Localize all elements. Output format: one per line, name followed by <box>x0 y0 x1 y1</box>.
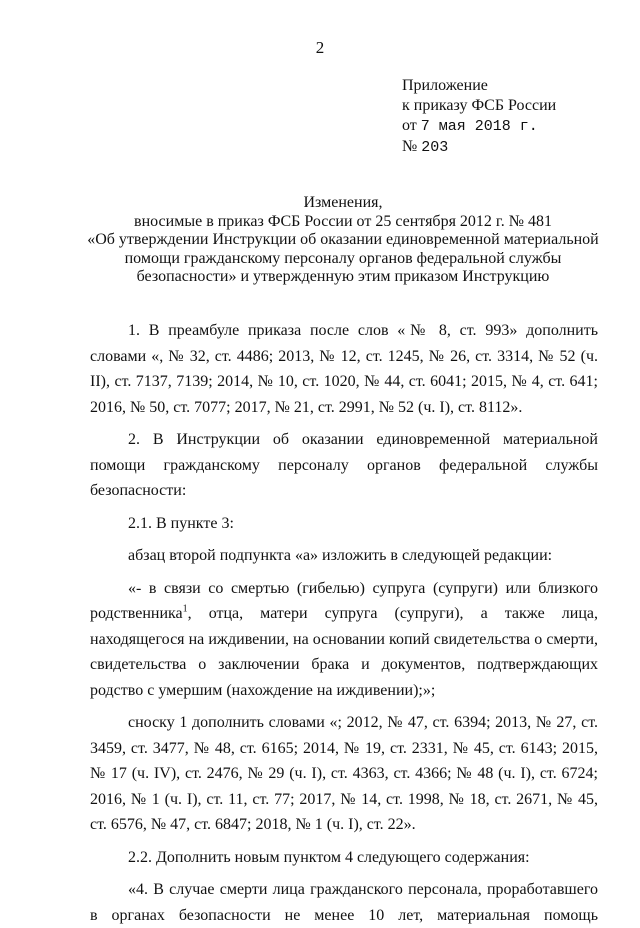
appendix-number-prefix: № <box>402 138 418 155</box>
paragraph-2: 2. В Инструкции об оказании единовременной материальной помощи гражданскому персоналу органов федеральной службы безопасности: <box>90 431 598 499</box>
document-title <box>0 194 640 287</box>
title-line: Изменения, <box>303 194 383 211</box>
title-line: помощи гражданскому персоналу органов федеральной службы <box>124 249 562 267</box>
paragraph-5-text-a: «- в связи со смертью (гибелью) супруга (супруги) или близкого родственника <box>90 579 598 622</box>
paragraph-8: «4. В случае смерти лица гражданского персонала, проработавшего в органах безопасности не менее 10 лет, материальная помощь <box>90 881 598 924</box>
appendix-number: 203 <box>421 139 449 156</box>
appendix-number-line <box>402 137 556 158</box>
title-line: вносимые в приказ ФСБ России от 25 сентября 2012 г. № 481 <box>134 212 552 230</box>
appendix-date-line <box>402 116 556 137</box>
paragraph-6: сноску 1 дополнить словами «; 2012, № 47, ст. 6394; 2013, № 27, ст. 3459, ст. 3477, № 48, ст. 6165; 2014, № 19, ст. 2331, № 45, ст. 6143; 2015, № 17 (ч. IV), ст. 2476, № 29 (ч. I), ст. 4363, ст. 4366; № 48 (ч. I), ст. 6724; 2016, № 1 (ч. I), ст. 11, ст. 77; 2017, № 14, ст. 1998, № 18, ст. 2671, № 45, ст. 6576, № 47, ст. 6847; 2018, № 1 (ч. I), ст. 22». <box>90 714 598 833</box>
appendix-date: 7 мая 2018 г. <box>420 118 538 135</box>
document-body <box>90 318 598 928</box>
paragraph-7: 2.2. Дополнить новым пунктом 4 следующего содержания: <box>128 848 530 866</box>
appendix-header <box>402 76 556 158</box>
page-number: 2 <box>315 38 325 57</box>
paragraph-3: 2.1. В пункте 3: <box>128 514 234 532</box>
paragraph-5-text-b: , отца, матери супруга (супруги), а также лица, находящегося на иждивении, на основании копий свидетельства о смерти, свидетельства о заключении брака и документов, подтверждающих родство с умершим (нахождение на иждивении);»; <box>90 605 598 699</box>
title-line: безопасности» и утвержденную этим приказом Инструкцию <box>136 268 550 285</box>
footnote-marker: 1 <box>182 603 188 615</box>
appendix-order-ref: к приказу ФСБ России <box>402 97 557 114</box>
paragraph-5 <box>90 576 598 704</box>
title-line: «Об утверждении Инструкции об оказании единовременной материальной <box>87 231 599 248</box>
paragraph-4: абзац второй подпункта «а» изложить в следующей редакции: <box>128 547 553 564</box>
appendix-label: Приложение <box>402 77 488 94</box>
appendix-date-prefix: от <box>402 117 417 134</box>
paragraph-1: 1. В преамбуле приказа после слов «№ 8, ст. 993» дополнить словами «, № 32, ст. 4486; 2013, № 12, ст. 1245, № 26, ст. 3314, № 52 (ч. II), ст. 7137, 7139; 2014, № 10, ст. 1020, № 44, ст. 6041; 2015, № 4, ст. 641; 2016, № 50, ст. 7077; 2017, № 21, ст. 2991, № 52 (ч. I), ст. 8112». <box>90 322 598 416</box>
